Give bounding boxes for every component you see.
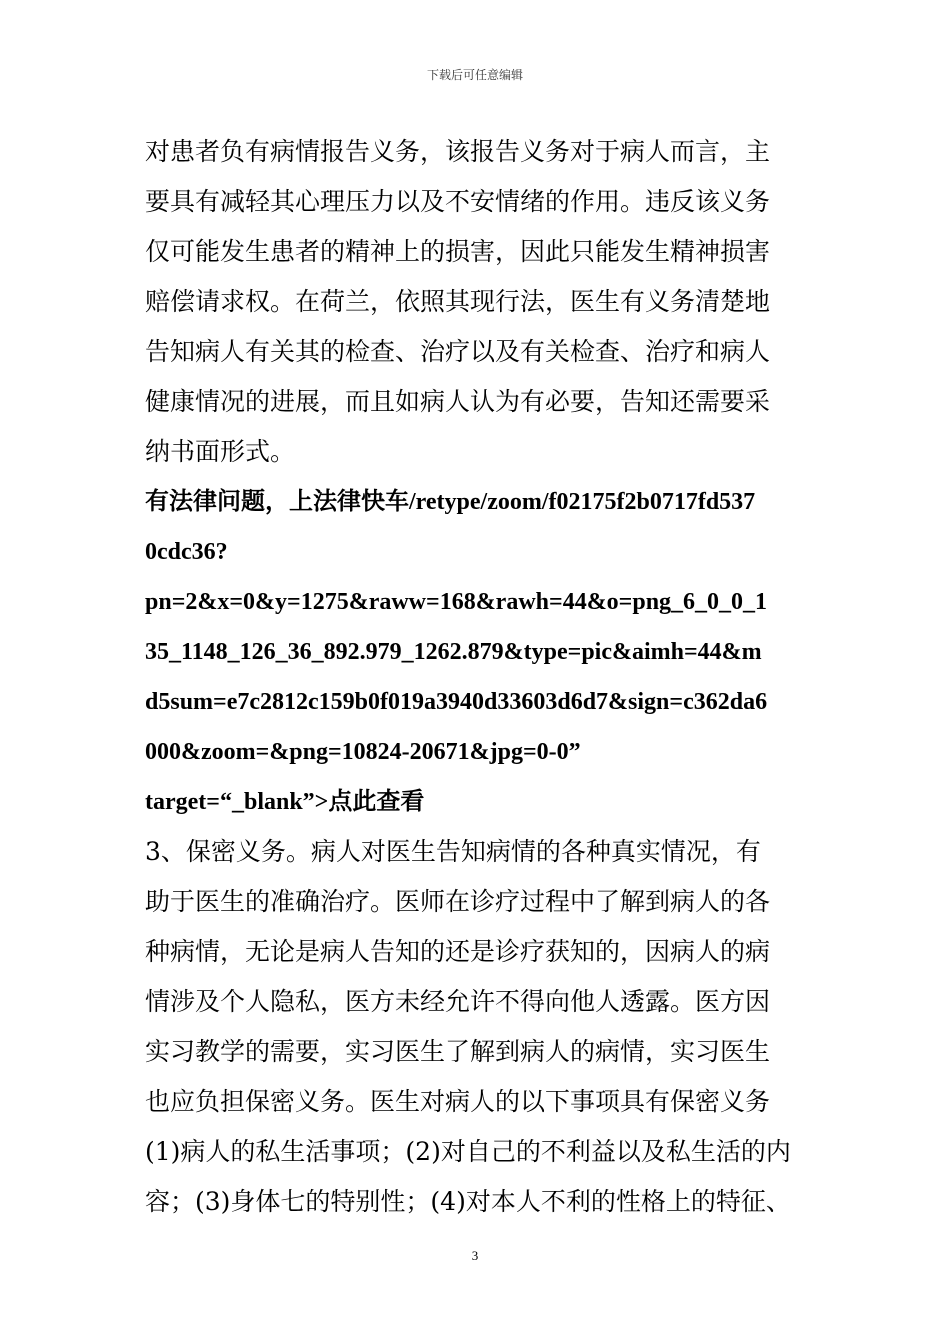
paragraph-line: 容；(3)身体七的特别性；(4)对本人不利的性格上的特征、 (145, 1187, 791, 1216)
paragraph-line: 要具有减轻其心理压力以及不安情绪的作用。违反该义务 (145, 187, 771, 216)
link-line: 有法律问题，上法律快车/retype/zoom/f02175f2b0717fd537 (145, 489, 756, 515)
paragraph-line: 纳书面形式。 (145, 437, 296, 466)
header-note: 下载后可任意编辑 (426, 68, 523, 82)
link-text-line[interactable]: target=“_blank”>点此查看 (145, 789, 425, 815)
document-body (145, 127, 807, 1227)
link-line: 35_1148_126_36_892.979_1262.879&type=pic&aimh=44&m (145, 639, 762, 665)
paragraph-line: 实习教学的需要，实习医生了解到病人的病情，实习医生 (145, 1037, 771, 1066)
link-line: 000&zoom=&png=10824-20671&jpg=0-0” (145, 739, 581, 765)
paragraph-line: 告知病人有关其的检查、治疗以及有关检查、治疗和病人 (145, 337, 771, 366)
paragraph-line: 健康情况的进展，而且如病人认为有必要，告知还需要采 (145, 387, 771, 416)
paragraph-line: 对患者负有病情报告义务，该报告义务对于病人而言，主 (145, 137, 771, 166)
paragraph-line: 也应负担保密义务。医生对病人的以下事项具有保密义务 (145, 1087, 771, 1116)
link-line: d5sum=e7c2812c159b0f019a3940d33603d6d7&sign=c362da6 (145, 689, 768, 715)
paragraph-line: 情涉及个人隐私，医方未经允许不得向他人透露。医方因 (145, 987, 771, 1016)
paragraph-line: 3、保密义务。病人对医生告知病情的各种真实情况，有 (145, 837, 761, 866)
link-line: 0cdc36? (145, 539, 228, 565)
paragraph-line: 赔偿请求权。在荷兰，依照其现行法，医生有义务清楚地 (145, 287, 771, 316)
paragraph-line: (1)病人的私生活事项；(2)对自己的不利益以及私生活的内 (145, 1137, 791, 1166)
link-line: pn=2&x=0&y=1275&raww=168&rawh=44&o=png_6_0_0_1 (145, 589, 768, 615)
paragraph-line: 仅可能发生患者的精神上的损害，因此只能发生精神损害 (145, 237, 771, 266)
page-number: 3 (471, 1248, 479, 1263)
paragraph-line: 助于医生的准确治疗。医师在诊疗过程中了解到病人的各 (145, 887, 771, 916)
paragraph-line: 种病情，无论是病人告知的还是诊疗获知的，因病人的病 (145, 937, 771, 966)
